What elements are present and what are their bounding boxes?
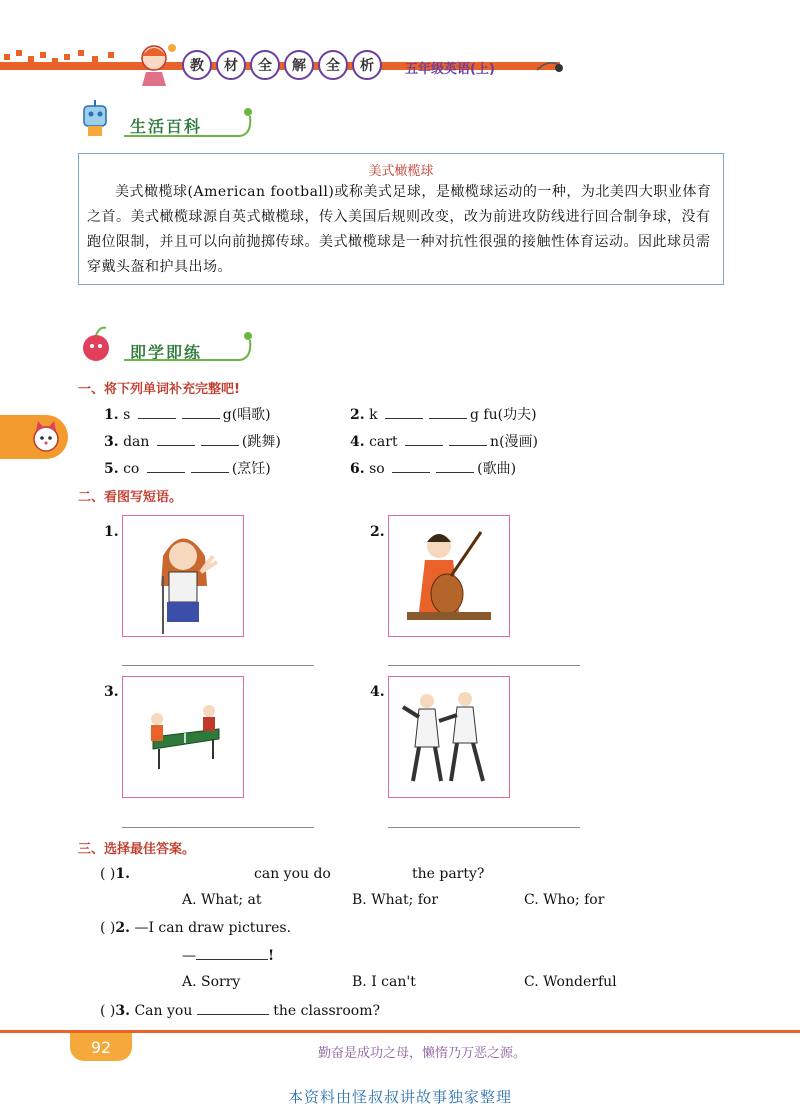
item-start: s	[123, 407, 131, 423]
question-text: can you do	[254, 866, 331, 882]
header-char: 解	[284, 50, 314, 80]
answer-paren[interactable]: ( )	[100, 1003, 116, 1019]
question-text: Can you	[134, 1003, 193, 1019]
item-number: 2.	[350, 407, 365, 423]
answer-blank[interactable]	[147, 460, 185, 473]
fill-item-6	[350, 458, 516, 478]
option-a[interactable]: A. Sorry	[182, 974, 241, 990]
header-char: 全	[250, 50, 280, 80]
item-hint: (功夫)	[497, 407, 537, 423]
section-title-life: 生活百科	[130, 117, 203, 136]
option-c[interactable]: C. Who; for	[524, 892, 605, 908]
question-number: 1.	[115, 866, 130, 882]
picture-number: 3.	[104, 684, 119, 700]
question-text: —I can draw pictures.	[134, 920, 292, 936]
kung-fu-fighters-illustration-icon	[389, 677, 509, 797]
singer-girl-illustration-icon	[123, 516, 243, 636]
answer-blank[interactable]	[385, 406, 423, 419]
option-b[interactable]: B. What; for	[352, 892, 439, 908]
answer-blank[interactable]	[392, 460, 430, 473]
picture-frame-4	[388, 676, 510, 798]
item-start: so	[369, 461, 385, 477]
answer-blank[interactable]	[429, 406, 467, 419]
picture-frame-3	[122, 676, 244, 798]
question-heading-1: 一、将下列单词补充完整吧!	[78, 382, 240, 397]
answer-line[interactable]	[388, 664, 580, 666]
question-heading-2: 二、看图写短语。	[78, 490, 183, 505]
fill-item-5	[104, 458, 271, 478]
info-box-text: 美式橄榄球(American football)或称美式足球，是橄榄球运动的一种，为北美四大职业体育之首。美式橄榄球源自英式橄榄球，传入美国后规则改变，改为前进攻防线进行回合制争球，没有跑位限制，并且可以向前抛掷传球。美式橄榄球是一种对抗性很强的接触性体育运动。因此球员需穿戴头盔和护具出场。	[87, 184, 712, 275]
item-end: n	[490, 434, 500, 450]
reply-line	[182, 947, 274, 964]
question-heading-3: 三、选择最佳答案。	[78, 842, 196, 857]
item-start: dan	[123, 434, 150, 450]
reply-end: !	[268, 948, 275, 964]
answer-blank[interactable]	[182, 406, 220, 419]
header-char: 全	[318, 50, 348, 80]
header-char: 教	[182, 50, 212, 80]
answer-line[interactable]	[122, 664, 314, 666]
header-grade: 五年级英语(上)	[405, 62, 495, 77]
item-hint: (烹饪)	[231, 461, 271, 477]
footer-motto: 勤奋是成功之母，懒惰乃万恶之源。	[318, 1046, 527, 1061]
answer-blank[interactable]	[138, 406, 176, 419]
item-number: 5.	[104, 461, 119, 477]
option-b[interactable]: B. I can't	[352, 974, 416, 990]
question-number: 2.	[115, 920, 130, 936]
item-start: co	[123, 461, 140, 477]
choice-question-3	[100, 1002, 380, 1019]
fairy-girl-icon	[132, 38, 182, 88]
item-end: g fu	[470, 407, 498, 423]
answer-line[interactable]	[122, 826, 314, 828]
item-hint: (跳舞)	[241, 434, 281, 450]
item-hint: (歌曲)	[477, 461, 517, 477]
title-underline-swoosh	[120, 104, 260, 140]
fill-item-3	[104, 431, 281, 451]
question-text: the party?	[412, 866, 485, 882]
fox-face-icon	[24, 415, 68, 459]
info-box-title: 美式橄榄球	[368, 164, 434, 179]
item-start: cart	[369, 434, 398, 450]
answer-line[interactable]	[388, 826, 580, 828]
item-number: 3.	[104, 434, 119, 450]
header-dots	[0, 50, 130, 70]
picture-frame-1	[122, 515, 244, 637]
item-number: 4.	[350, 434, 365, 450]
answer-blank[interactable]	[405, 433, 443, 446]
picture-number: 2.	[370, 524, 385, 540]
ping-pong-players-illustration-icon	[123, 677, 243, 797]
answer-blank[interactable]	[191, 460, 229, 473]
fill-item-1	[104, 404, 271, 424]
question-text: the classroom?	[273, 1003, 380, 1019]
header-swirl-icon	[535, 56, 565, 76]
picture-frame-2	[388, 515, 510, 637]
item-hint: (唱歌)	[231, 407, 271, 423]
header-char: 材	[216, 50, 246, 80]
answer-blank[interactable]	[157, 433, 195, 446]
info-box	[78, 153, 724, 285]
item-number: 6.	[350, 461, 365, 477]
item-start: k	[369, 407, 378, 423]
title-underline-swoosh	[120, 328, 260, 364]
answer-blank[interactable]	[197, 1002, 269, 1015]
answer-blank[interactable]	[436, 460, 474, 473]
choice-question-1	[100, 866, 130, 882]
fill-item-2	[350, 404, 537, 424]
header-char: 析	[352, 50, 382, 80]
robot-mascot-icon	[76, 100, 120, 140]
option-a[interactable]: A. What; at	[182, 892, 262, 908]
picture-number: 4.	[370, 684, 385, 700]
section-title-practice: 即学即练	[130, 343, 203, 362]
answer-paren[interactable]: ( )	[100, 866, 116, 882]
pipa-player-illustration-icon	[389, 516, 509, 636]
question-number: 3.	[115, 1003, 130, 1019]
source-note: 本资料由怪叔叔讲故事独家整理	[287, 1088, 512, 1106]
answer-blank[interactable]	[449, 433, 487, 446]
answer-blank[interactable]	[196, 947, 268, 960]
picture-number: 1.	[104, 524, 119, 540]
answer-paren[interactable]: ( )	[100, 920, 116, 936]
choice-question-2	[100, 920, 291, 936]
item-hint: (漫画)	[499, 434, 539, 450]
apple-mascot-icon	[76, 324, 120, 364]
option-c[interactable]: C. Wonderful	[524, 974, 617, 990]
header-title	[182, 50, 382, 80]
item-end: g	[222, 407, 232, 423]
fill-item-4	[350, 431, 538, 451]
page-number: 92	[70, 1033, 132, 1061]
reply-dash: —	[182, 948, 196, 964]
answer-blank[interactable]	[201, 433, 239, 446]
item-number: 1.	[104, 407, 119, 423]
